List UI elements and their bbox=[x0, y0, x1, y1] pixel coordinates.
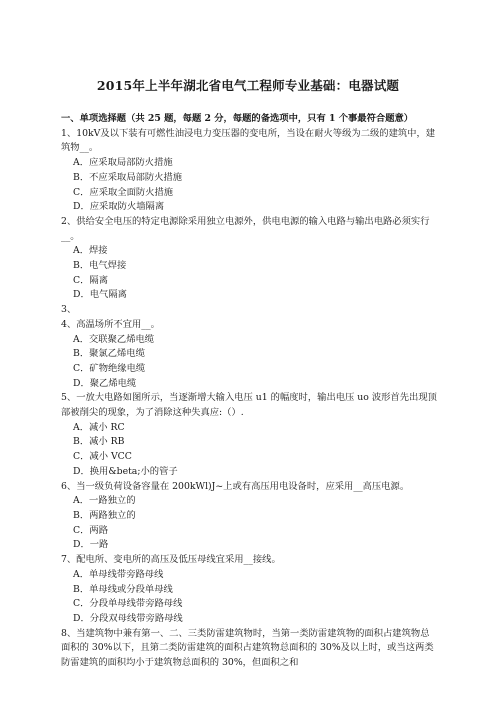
page-title: 2015年上半年湖北省电气工程师专业基础：电器试题 bbox=[96, 78, 400, 93]
option-c: C．应采取全面防火措施 bbox=[73, 186, 174, 198]
question-3 bbox=[61, 303, 437, 318]
option-d: D．换用&beta;小的管子 bbox=[73, 465, 178, 477]
section-heading: 一、单项选择题（共 25 题，每题 2 分，每题的备选项中，只有 1 个事最符合题意） bbox=[61, 113, 414, 124]
option-b: B．减小 RB bbox=[73, 436, 125, 448]
option-d: D．聚乙烯电缆 bbox=[73, 377, 137, 389]
option-d: D．一路 bbox=[73, 539, 109, 551]
question-5 bbox=[61, 391, 437, 479]
option-d: D．电气隔离 bbox=[73, 289, 127, 301]
question-text: 8、当建筑物中兼有第一、二、三类防雷建筑物时，当第一类防雷建筑物的面积占建筑物总面积的 30%以下，且第二类防雷建筑的面积占建筑物总面积的 30%及以上时，或当这两类防雷建筑的面积均小于建筑物总面积的 30%，但面积之和 bbox=[61, 627, 434, 669]
option-a: A．交联聚乙烯电缆 bbox=[73, 333, 155, 345]
option-d: D．分段双母线带旁路母线 bbox=[73, 612, 183, 624]
question-6 bbox=[61, 480, 437, 554]
question-2 bbox=[61, 215, 437, 303]
option-b: B．聚氯乙烯电缆 bbox=[73, 348, 145, 360]
question-7 bbox=[61, 553, 437, 627]
option-b: B．两路独立的 bbox=[73, 509, 136, 521]
question-8 bbox=[61, 627, 437, 671]
question-1 bbox=[61, 127, 437, 215]
option-b: B．单母线或分段单母线 bbox=[73, 583, 173, 595]
option-a: A．焊接 bbox=[73, 245, 108, 257]
option-c: C．隔离 bbox=[73, 274, 109, 286]
option-b: B．不应采取局部防火措施 bbox=[73, 171, 183, 183]
question-text: 7、配电所、变电所的高压及低压母线宜采用__接线。 bbox=[61, 554, 281, 566]
question-text: 4、高温场所不宜用__。 bbox=[61, 318, 160, 330]
exam-content bbox=[61, 112, 437, 671]
option-a: A．减小 RC bbox=[73, 421, 125, 433]
question-text: 3、 bbox=[61, 304, 77, 316]
option-c: C．矿物绝缘电缆 bbox=[73, 362, 146, 374]
question-text: 2、供给安全电压的特定电源除采用独立电源外，供电电源的输入电路与输出电路必须实行__。 bbox=[61, 215, 430, 242]
option-a: A．一路独立的 bbox=[73, 495, 136, 507]
option-c: C．减小 VCC bbox=[73, 451, 132, 463]
question-text: 5、一放大电路如图所示，当逐渐增大输入电压 u1 的幅度时，输出电压 uo 波形首先出现顶部被削尖的现象，为了消除这种失真应:（）. bbox=[61, 392, 437, 419]
option-b: B．电气焊接 bbox=[73, 260, 127, 272]
option-c: C．两路 bbox=[73, 524, 109, 536]
option-d: D．应采取防火墙隔离 bbox=[73, 201, 165, 213]
option-c: C．分段单母线带旁路母线 bbox=[73, 598, 183, 610]
question-4 bbox=[61, 318, 437, 392]
option-a: A．单母线带旁路母线 bbox=[73, 568, 164, 580]
option-a: A．应采取局部防火措施 bbox=[73, 157, 173, 169]
question-text: 6、当一级负荷设备容量在 200kWl)J~上或有高压用电设备时，应采用__高压电源。 bbox=[61, 480, 410, 492]
question-text: 1、10kV及以下装有可燃性油浸电力变压器的变电所，当设在耐火等级为二级的建筑中，建筑物__。 bbox=[61, 127, 436, 154]
